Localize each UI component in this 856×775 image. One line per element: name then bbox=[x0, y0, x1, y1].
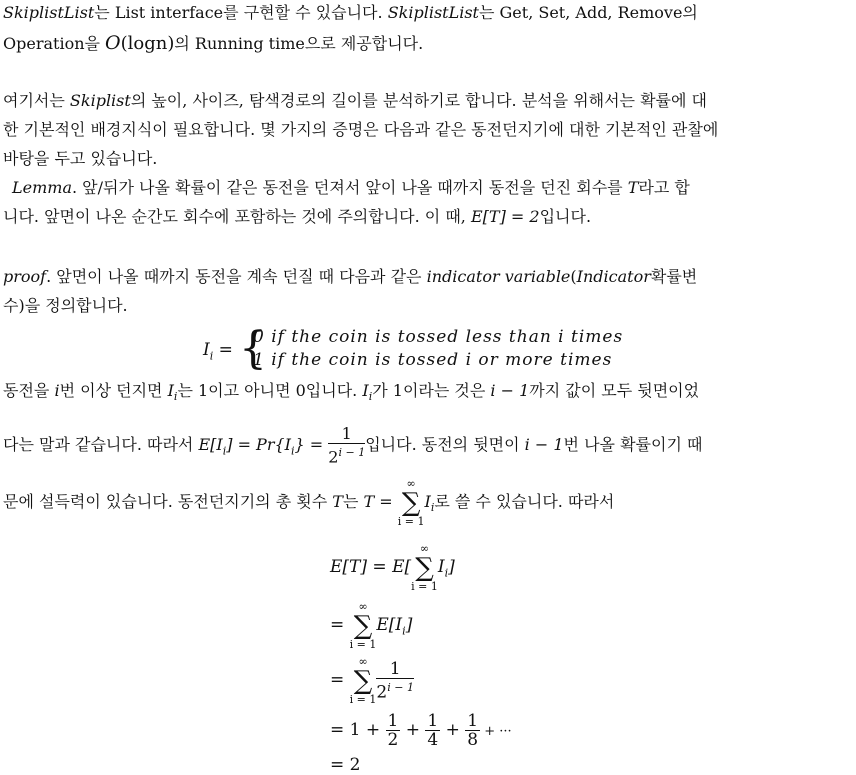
text: 라고 합 bbox=[638, 178, 690, 197]
sigma-symbol: ∑ bbox=[401, 487, 421, 518]
text: ( bbox=[570, 267, 577, 286]
math-eq: = bbox=[330, 615, 350, 635]
plus: + bbox=[440, 720, 466, 740]
sum-lower: i = 1 bbox=[349, 637, 377, 651]
sigma-symbol: ∑ bbox=[353, 665, 373, 696]
math-i: I bbox=[437, 557, 445, 577]
math-eq: = bbox=[330, 670, 350, 690]
denominator bbox=[328, 444, 365, 466]
fraction bbox=[425, 712, 440, 749]
denominator bbox=[376, 679, 414, 702]
math-expr: = 1 + bbox=[330, 720, 386, 740]
math-proof: proof bbox=[3, 267, 47, 286]
math-expr: } = bbox=[294, 435, 329, 455]
sum-lower: i = 1 bbox=[411, 579, 438, 593]
text: 는 List interface를 구현할 수 있습니다. bbox=[94, 3, 388, 22]
denominator: 8 bbox=[467, 730, 479, 750]
den-exp: i − 1 bbox=[338, 446, 366, 459]
math-bracket: ] bbox=[405, 615, 413, 635]
math-i-minus-1: i − 1 bbox=[524, 435, 564, 455]
text: Operation을 bbox=[3, 34, 106, 53]
text: 까지 값이 모두 뒷면이었 bbox=[529, 381, 700, 400]
derivation-row-5: = 2 bbox=[330, 755, 361, 775]
numerator: 1 bbox=[427, 711, 439, 731]
indicator-case-2: 1 if the coin is tossed i or more times bbox=[253, 350, 613, 370]
math-sub: i bbox=[402, 624, 406, 638]
numerator: 1 bbox=[467, 711, 479, 731]
ellipsis: + ··· bbox=[480, 724, 512, 739]
text: 의 높이, 사이즈, 탐색경로의 길이를 분석하기로 합니다. 분석을 위해서는 확률에 대 bbox=[130, 91, 707, 110]
intro-line-1 bbox=[3, 3, 698, 23]
math-expr: ] = Pr{ bbox=[226, 435, 285, 455]
plus: + bbox=[400, 720, 426, 740]
math-expr: E[T] = E[ bbox=[330, 557, 412, 577]
math-i: I bbox=[284, 435, 291, 455]
text: 는 Get, Set, Add, Remove의 bbox=[478, 3, 698, 22]
proof-line-5 bbox=[3, 476, 614, 534]
intro-line-2 bbox=[3, 33, 423, 54]
math-bracket: ] bbox=[448, 557, 455, 577]
indicator-case-1: 0 if the coin is tossed less than i times bbox=[253, 327, 624, 347]
math-e-i: E[I bbox=[198, 435, 223, 455]
text: 확률변 bbox=[650, 267, 698, 286]
derivation-row-3 bbox=[330, 655, 414, 706]
sum-upper: ∞ bbox=[358, 599, 368, 613]
math-i: i bbox=[54, 381, 60, 400]
sum-upper: ∞ bbox=[419, 541, 430, 555]
math-expr: [T] = 2 bbox=[482, 207, 540, 226]
text: 가 1이라는 것은 bbox=[372, 381, 491, 400]
text: 여기서는 bbox=[3, 91, 70, 110]
denominator: 4 bbox=[427, 730, 439, 750]
derivation-row-2 bbox=[330, 600, 412, 656]
proof-line-2: 수)을 정의합니다. bbox=[3, 296, 128, 315]
sum-upper: ∞ bbox=[358, 654, 368, 668]
math-skiplistlist: SkiplistList bbox=[3, 3, 95, 22]
sigma-symbol: ∑ bbox=[353, 610, 373, 641]
text: 로 쓸 수 있습니다. 따라서 bbox=[434, 492, 615, 511]
den-base: 2 bbox=[376, 682, 388, 703]
fraction bbox=[386, 712, 401, 749]
sum-lower: i = 1 bbox=[349, 692, 377, 706]
analysis-line-1 bbox=[3, 91, 707, 111]
math-sub: i bbox=[430, 501, 435, 515]
numerator: 1 bbox=[376, 660, 414, 679]
text: 번 나올 확률이기 때 bbox=[563, 435, 703, 455]
numerator: 1 bbox=[328, 425, 365, 444]
text: . 앞면이 나올 때까지 동전을 계속 던질 때 다음과 같은 bbox=[46, 267, 427, 286]
summation bbox=[398, 478, 425, 528]
summation bbox=[350, 656, 377, 706]
math-i: I bbox=[362, 381, 369, 400]
proof-line-3 bbox=[3, 381, 699, 407]
math-sub: i bbox=[444, 566, 449, 580]
text: 동전을 bbox=[3, 381, 55, 400]
math-t: T bbox=[332, 492, 343, 511]
analysis-line-3: 바탕을 두고 있습니다. bbox=[3, 149, 158, 168]
derivation-row-1 bbox=[330, 542, 455, 598]
text: 입니다. 동전의 뒷면이 bbox=[365, 435, 525, 455]
den-base: 2 bbox=[328, 447, 339, 467]
math-i: I bbox=[424, 492, 431, 511]
math-t-eq: T = bbox=[363, 492, 398, 511]
math-logn: (logn) bbox=[120, 33, 175, 54]
text: 번 이상 던지면 bbox=[59, 381, 168, 400]
math-t: T bbox=[627, 178, 639, 197]
proof-line-1 bbox=[3, 267, 697, 287]
math-big-o: O bbox=[105, 32, 121, 54]
fraction bbox=[328, 425, 365, 466]
fraction bbox=[465, 712, 480, 749]
den-exp: i − 1 bbox=[387, 680, 414, 694]
math-i: I bbox=[203, 340, 210, 360]
math-e: E bbox=[470, 207, 483, 226]
math-i: I bbox=[167, 381, 174, 400]
lemma-line-2 bbox=[3, 207, 591, 227]
text: 는 bbox=[342, 492, 364, 511]
sum-lower: i = 1 bbox=[397, 514, 425, 528]
math-i-minus-1: i − 1 bbox=[490, 381, 530, 400]
summation bbox=[350, 601, 377, 651]
numerator: 1 bbox=[387, 711, 399, 731]
text: 니다. 앞면이 나온 순간도 회수에 포함하는 것에 주의합니다. 이 때, bbox=[3, 207, 471, 226]
math-indicator: Indicator bbox=[576, 267, 651, 286]
math-lemma: Lemma bbox=[12, 178, 72, 197]
text: 입니다. bbox=[539, 207, 592, 226]
sum-upper: ∞ bbox=[406, 476, 416, 490]
math-skiplist: Skiplist bbox=[69, 91, 131, 110]
text: 문에 설득력이 있습니다. 동전던지기의 총 횟수 bbox=[3, 492, 333, 511]
proof-line-4 bbox=[3, 425, 702, 471]
math-e-i: E[I bbox=[376, 615, 403, 635]
left-brace: { bbox=[239, 323, 267, 374]
derivation-row-4 bbox=[330, 710, 512, 752]
denominator: 2 bbox=[387, 730, 399, 750]
indicator-lhs: $I_i$ = bbox=[203, 340, 233, 363]
math-sub: i bbox=[173, 390, 178, 404]
math-skiplistlist: SkiplistList bbox=[387, 3, 479, 22]
analysis-line-2: 한 기본적인 배경지식이 필요합니다. 몇 가지의 증명은 다음과 같은 동전던지기에 대한 기본적인 관찰에 bbox=[3, 120, 719, 139]
math-indicator-variable: indicator variable bbox=[426, 267, 571, 286]
text: 의 Running time으로 제공합니다. bbox=[174, 34, 424, 53]
math-sub: i bbox=[368, 390, 373, 404]
text: 다는 말과 같습니다. 따라서 bbox=[3, 435, 199, 455]
fraction bbox=[376, 660, 414, 702]
text: . 앞/뒤가 나올 확률이 같은 동전을 던져서 앞이 나올 때까지 동전을 던진 회수를 bbox=[71, 178, 628, 197]
math-sub: i bbox=[290, 444, 295, 458]
math-sub: i bbox=[209, 349, 214, 363]
math-sub: i bbox=[222, 444, 227, 458]
sigma-symbol: ∑ bbox=[415, 552, 434, 583]
summation bbox=[411, 543, 438, 593]
lemma-line-1 bbox=[12, 178, 690, 198]
text: 는 1이고 아니면 0입니다. bbox=[177, 381, 363, 400]
